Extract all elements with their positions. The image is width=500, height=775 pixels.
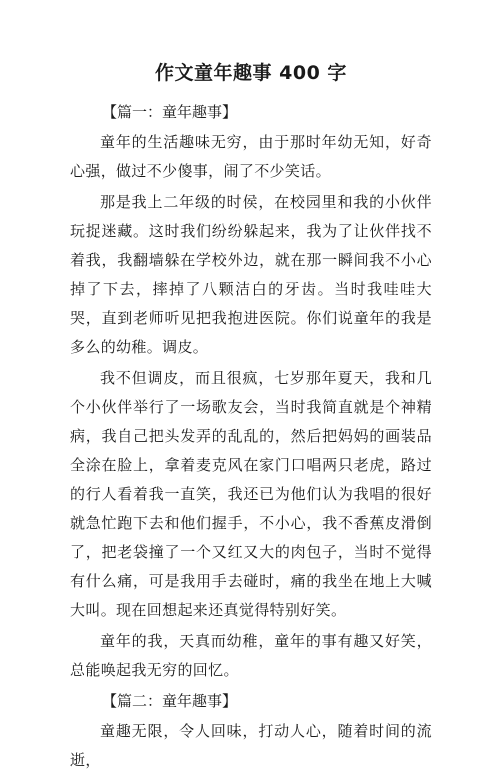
section-heading: 【篇二：童年趣事】 xyxy=(102,692,238,710)
paragraph: 童年的我，天真而幼稚，童年的事有趣又好笑，总能唤起我无穷的回忆。 xyxy=(70,632,432,679)
paragraph: 那是我上二年级的时侯，在校园里和我的小伙伴玩捉迷藏。这时我们纷纷躲起来，我为了让伙伴找不着我，我翻墙躲在学校外边，就在那一瞬间我不小心掉了下去，摔掉了八颗洁白的牙齿。当时我哇哇大哭，直到老师听见把我抱进医院。你们说童年的我是多么的幼稚。调皮。 xyxy=(70,193,432,356)
paragraph: 童年的生活趣味无穷，由于那时年幼无知，好奇心强，做过不少傻事，闹了不少笑话。 xyxy=(70,133,432,180)
document-title: 作文童年趣事 400 字 xyxy=(155,62,347,84)
paragraph: 我不但调皮，而且很疯，七岁那年夏天，我和几个小伙伴举行了一场歌友会，当时我简直就是个神精病，我自己把头发弄的乱乱的，然后把妈妈的画装品全涂在脸上，拿着麦克风在家门口唱两只老虎，路过的行人看着我一直笑，我还已为他们认为我唱的很好就急忙跑下去和他们握手，不小心，我不香蕉皮滑倒了，把老袋撞了一个又红又大的肉包子，当时不觉得有什么痛，可是我用手去碰时，痛的我坐在地上大喊大叫。现在回想起来还真觉得特别好笑。 xyxy=(70,369,432,619)
section-2 xyxy=(70,687,432,775)
section-1 xyxy=(70,98,432,685)
paragraph: 童趣无限，令人回味，打动人心，随着时间的流逝， xyxy=(70,722,432,769)
section-heading: 【篇一：童年趣事】 xyxy=(102,103,238,121)
